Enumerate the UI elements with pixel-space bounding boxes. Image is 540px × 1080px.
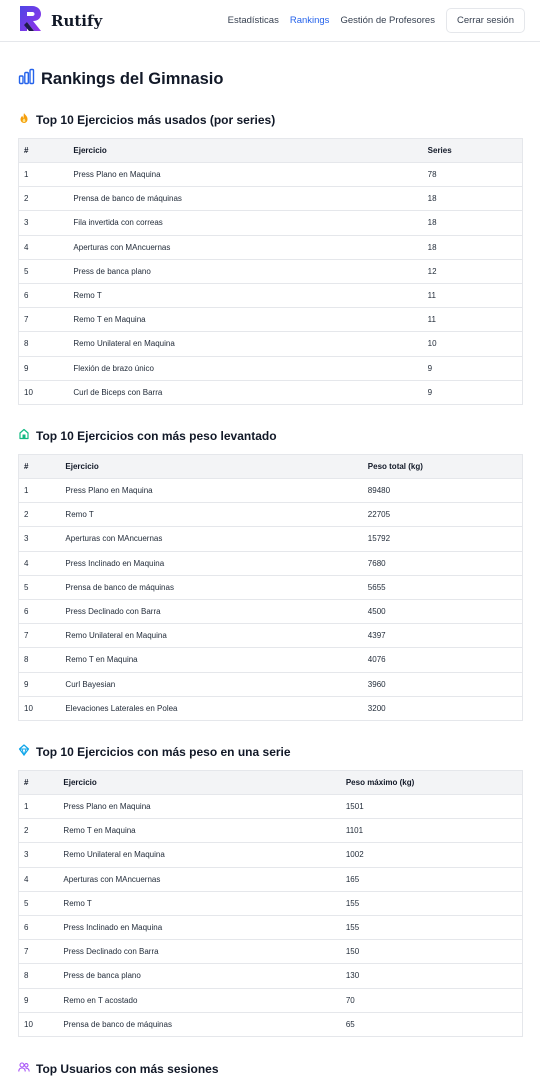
total-weight-body (19, 479, 523, 721)
value-cell: 12 (423, 259, 523, 283)
rank-cell: 1 (19, 795, 59, 819)
value-cell: 18 (423, 187, 523, 211)
exercise-name-cell: Remo T en Maquina (60, 648, 362, 672)
section-total-weight (18, 428, 523, 721)
table-row (19, 988, 523, 1012)
exercise-name-cell: Remo T en Maquina (68, 308, 422, 332)
rank-cell: 6 (19, 283, 69, 307)
rank-cell: 2 (19, 503, 61, 527)
section-max-weight-header (18, 744, 523, 760)
nav-rankings[interactable]: Rankings (289, 15, 330, 26)
exercise-name-cell: Flexión de brazo único (68, 356, 422, 380)
value-cell: 1501 (341, 795, 523, 819)
rank-cell: 5 (19, 891, 59, 915)
rank-cell: 3 (19, 843, 59, 867)
table-row (19, 867, 523, 891)
table-row (19, 187, 523, 211)
value-cell: 3200 (363, 696, 523, 720)
page-title: Rankings del Gimnasio (41, 69, 224, 88)
exercise-name-cell: Press Declinado con Barra (58, 940, 340, 964)
value-cell: 9 (423, 380, 523, 404)
value-cell: 11 (423, 308, 523, 332)
exercise-name-cell: Curl de Biceps con Barra (68, 380, 422, 404)
most-used-table (18, 138, 523, 405)
value-cell: 1101 (341, 819, 523, 843)
value-cell: 4500 (363, 599, 523, 623)
exercise-name-cell: Prensa de banco de máquinas (68, 187, 422, 211)
exercise-name-cell: Prensa de banco de máquinas (60, 575, 362, 599)
value-cell: 11 (423, 283, 523, 307)
table-row (19, 479, 523, 503)
rank-cell: 9 (19, 356, 69, 380)
column-header: # (24, 146, 29, 155)
table-row (19, 1012, 523, 1036)
table-header-row (19, 771, 523, 795)
exercise-name-cell: Remo Unilateral en Maquina (68, 332, 422, 356)
section-top-users (18, 1061, 523, 1077)
section-most-used (18, 112, 523, 405)
table-row (19, 599, 523, 623)
table-header-row (19, 139, 523, 163)
weight-icon (18, 427, 30, 445)
table-row (19, 332, 523, 356)
exercise-name-cell: Press Plano en Maquina (68, 163, 422, 187)
exercise-name-cell: Remo Unilateral en Maquina (60, 624, 362, 648)
max-weight-body (19, 795, 523, 1037)
rank-cell: 10 (19, 1012, 59, 1036)
table-row (19, 672, 523, 696)
column-header: Ejercicio (63, 778, 97, 787)
exercise-name-cell: Press Plano en Maquina (60, 479, 362, 503)
logout-button[interactable]: Cerrar sesión (446, 8, 525, 33)
section-title: Top 10 Ejercicios más usados (por series) (36, 113, 276, 127)
rank-cell: 8 (19, 648, 61, 672)
value-cell: 89480 (363, 479, 523, 503)
rank-cell: 6 (19, 599, 61, 623)
value-cell: 65 (341, 1012, 523, 1036)
table-row (19, 843, 523, 867)
exercise-name-cell: Elevaciones Laterales en Polea (60, 696, 362, 720)
table-row (19, 648, 523, 672)
table-row (19, 964, 523, 988)
section-title: Top 10 Ejercicios con más peso en una serie (36, 745, 291, 759)
brand-name: Rutify (51, 11, 103, 30)
value-cell: 7680 (363, 551, 523, 575)
rank-cell: 1 (19, 479, 61, 503)
exercise-name-cell: Remo T (60, 503, 362, 527)
rank-cell: 7 (19, 624, 61, 648)
value-cell: 9 (423, 356, 523, 380)
column-header: # (24, 462, 29, 471)
fire-icon (18, 111, 30, 129)
exercise-name-cell: Prensa de banco de máquinas (58, 1012, 340, 1036)
value-cell: 155 (341, 891, 523, 915)
table-row (19, 940, 523, 964)
value-cell: 10 (423, 332, 523, 356)
table-row (19, 819, 523, 843)
rank-cell: 4 (19, 867, 59, 891)
column-header: Ejercicio (65, 462, 99, 471)
rank-cell: 4 (19, 235, 69, 259)
rank-cell: 10 (19, 380, 69, 404)
exercise-name-cell: Aperturas con MAncuernas (68, 235, 422, 259)
value-cell: 1002 (341, 843, 523, 867)
exercise-name-cell: Remo T en Maquina (58, 819, 340, 843)
exercise-name-cell: Remo Unilateral en Maquina (58, 843, 340, 867)
rank-cell: 2 (19, 819, 59, 843)
table-row (19, 575, 523, 599)
section-most-used-header (18, 112, 523, 128)
exercise-name-cell: Aperturas con MAncuernas (58, 867, 340, 891)
table-row (19, 915, 523, 939)
dumbbell-icon (18, 743, 30, 761)
value-cell: 18 (423, 211, 523, 235)
nav-links (217, 8, 525, 33)
section-title: Top 10 Ejercicios con más peso levantado (36, 429, 277, 443)
rank-cell: 9 (19, 672, 61, 696)
value-cell: 4076 (363, 648, 523, 672)
exercise-name-cell: Remo en T acostado (58, 988, 340, 1012)
rank-cell: 5 (19, 259, 69, 283)
section-top-users-header (18, 1061, 523, 1077)
column-header: Peso total (kg) (367, 462, 423, 471)
value-cell: 3960 (363, 672, 523, 696)
value-cell: 4397 (363, 624, 523, 648)
table-row (19, 624, 523, 648)
bar-chart-icon (18, 68, 35, 90)
rank-cell: 8 (19, 964, 59, 988)
table-header-row (19, 455, 523, 479)
table-row (19, 891, 523, 915)
value-cell: 70 (341, 988, 523, 1012)
table-row (19, 527, 523, 551)
value-cell: 15792 (363, 527, 523, 551)
exercise-name-cell: Aperturas con MAncuernas (60, 527, 362, 551)
rutify-logo-icon (18, 4, 44, 37)
exercise-name-cell: Press Declinado con Barra (60, 599, 362, 623)
column-header: # (24, 778, 29, 787)
table-row (19, 283, 523, 307)
value-cell: 22705 (363, 503, 523, 527)
brand[interactable] (18, 4, 102, 37)
max-weight-table (18, 770, 523, 1037)
rank-cell: 3 (19, 211, 69, 235)
value-cell: 165 (341, 867, 523, 891)
rank-cell: 7 (19, 308, 69, 332)
rank-cell: 6 (19, 915, 59, 939)
exercise-name-cell: Press de banca plano (58, 964, 340, 988)
table-row (19, 380, 523, 404)
table-row (19, 795, 523, 819)
exercise-name-cell: Remo T (58, 891, 340, 915)
exercise-name-cell: Fila invertida con correas (68, 211, 422, 235)
value-cell: 150 (341, 940, 523, 964)
exercise-name-cell: Curl Bayesian (60, 672, 362, 696)
column-header: Peso máximo (kg) (345, 778, 415, 787)
rank-cell: 5 (19, 575, 61, 599)
page-title-row (18, 68, 223, 90)
most-used-body (19, 163, 523, 405)
section-total-weight-header (18, 428, 523, 444)
value-cell: 5655 (363, 575, 523, 599)
total-weight-table (18, 454, 523, 721)
rank-cell: 10 (19, 696, 61, 720)
exercise-name-cell: Remo T (68, 283, 422, 307)
column-header: Ejercicio (73, 146, 107, 155)
rank-cell: 2 (19, 187, 69, 211)
table-row (19, 356, 523, 380)
table-row (19, 503, 523, 527)
exercise-name-cell: Press Plano en Maquina (58, 795, 340, 819)
value-cell: 130 (341, 964, 523, 988)
value-cell: 18 (423, 235, 523, 259)
table-row (19, 163, 523, 187)
exercise-name-cell: Press de banca plano (68, 259, 422, 283)
exercise-name-cell: Press Inclinado en Maquina (58, 915, 340, 939)
rank-cell: 3 (19, 527, 61, 551)
value-cell: 78 (423, 163, 523, 187)
table-row (19, 235, 523, 259)
table-row (19, 211, 523, 235)
exercise-name-cell: Press Inclinado en Maquina (60, 551, 362, 575)
nav-gestion-profesores[interactable]: Gestión de Profesores (340, 15, 435, 26)
top-navbar (0, 0, 540, 42)
rank-cell: 7 (19, 940, 59, 964)
value-cell: 155 (341, 915, 523, 939)
rank-cell: 4 (19, 551, 61, 575)
table-row (19, 696, 523, 720)
table-row (19, 308, 523, 332)
column-header: Series (427, 146, 452, 155)
rank-cell: 8 (19, 332, 69, 356)
table-row (19, 259, 523, 283)
rank-cell: 9 (19, 988, 59, 1012)
nav-estadisticas[interactable]: Estadísticas (227, 15, 279, 26)
table-row (19, 551, 523, 575)
section-title: Top Usuarios con más sesiones (36, 1062, 219, 1076)
rank-cell: 1 (19, 163, 69, 187)
users-icon (18, 1060, 30, 1078)
section-max-weight (18, 744, 523, 1037)
